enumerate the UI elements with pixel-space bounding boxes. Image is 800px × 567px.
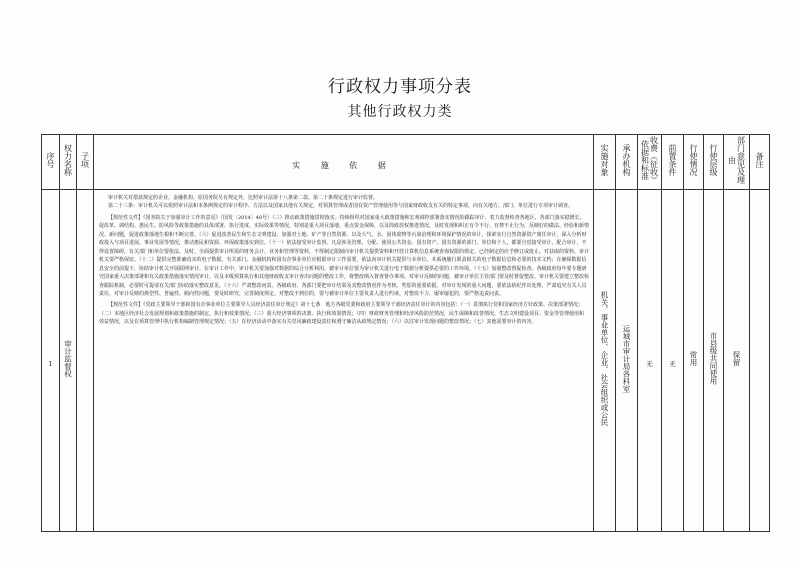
header-seq: 序号: [42, 135, 60, 190]
header-level: 行使层级: [704, 135, 724, 190]
cell-basis: [94, 190, 594, 532]
cell-precondition: 无: [662, 190, 684, 532]
document-title: 行政权力事项分表: [328, 77, 472, 97]
cell-opinion: 保留: [724, 190, 750, 532]
header-agency: 承办机构: [616, 135, 638, 190]
header-sub-item: 子项: [77, 135, 94, 190]
power-items-table: [41, 134, 770, 532]
header-remark: 备注: [750, 135, 770, 190]
basis-paragraph: 审计机关对借款规定的企业、金融机构、原国务院另有规定外，比照审计法第十八条第二款、第二十条规定进行审计监督。: [108, 195, 379, 201]
header-target: 实施对象: [594, 135, 616, 190]
table-row: [42, 190, 770, 532]
cell-situation: 常用: [684, 190, 704, 532]
cell-seq: 1: [42, 190, 60, 532]
cell-level: 市县级共同使用: [704, 190, 724, 532]
cell-power-name: 审计监督权: [60, 190, 77, 532]
header-power-name: 权力名称: [60, 135, 77, 190]
header-opinion: 部门意见及理由: [724, 135, 750, 190]
basis-paragraph: 【规范性文件】《国务院关于加强审计工作的意见》（国发〔2014〕48号）（三）推动政策措施贯彻落实。持续组织对国家重大政策措施和宏观调控部署落实情况的跟踪审计，着力监督检查各地区、各部门落实稳增长、促改革、调结构、惠民生、防风险等政策措施的具体部署、执行进度、实际效果等情况，特别是重大项目落地、重点资金保障，以及简政放权推进情况，及时发现和纠正有令不行、有禁不止行为，反映好的做法、经验和新情况、新问题，促进政策落地生根和不断完善。（六）促进改善民生和生态文明建设。加强对土地、矿产等自然资源，以及大气、水、固体废物等污染治理和环境保护情况的审计，探索实行自然资源资产离任审计，深入分析财政投入与项目进展、事业发展等情况，推动惠民和资源、环保政策落实到位。（十一）依法接受审计监督。凡是涉及管理、分配、使用公共资金、国有资产、国有资源的部门、单位和个人，都要自觉接受审计、配合审计，不得设置障碍。有关部门和单位要依法、及时、全面提供审计所需的财务会计、业务和管理等资料，不得制定限制向审计机关提供资料和开放计算机信息系统查询权限的规定。已经制定的应予修订或废止。对获取的资料，审计机关要严格保密。（十二）提供完整准确真实的电子数据。有关部门、金融机构和国有企事业单位应根据审计工作需要，依法向审计机关提供与本单位、本系统履行职责相关的电子数据信息和必要的技术文档；在确保数据信息安全的前提下，协助审计机关开展联网审计。在审计工作中，审计机关要加强对数据的综合分析利用。被审计单位要为审计机关进行电子数据分析提供必要的工作环境。（十五）加强整改督促检查。各级政府每年要专题研究国家重大决策部署和有关政策措施落实情况审计，以及本级预算执行和其他财政收支审计查出问题的整改工作，将整改纳入督查督办事项。对审计反映的问题，被审计单位主管部门要及时督促整改。审计机关要建立整改检查跟踪机制，必要时可提请有关部门协助落实整改意见。（十六）严肃整改问责。各级政府、各部门要把审计结果及其整改情况作为考核、奖惩的重要依据。对审计发现的重大问题，要依法依纪作出处理，严肃追究有关人员责任。对审计反映的典型性、普遍性、倾向性问题，要及时研究，完善制度规定。对整改不到位的，要与被审计单位主要负责人进行约谈。对整改不力、屡审屡犯的，要严格追责问责。: [99, 214, 590, 297]
cell-fee: 无: [638, 190, 662, 532]
basis-paragraph: 第二十三条：审计机关可以依照审计法和本条例规定的审计程序、方法以及国家其他有关规定，对预算管理或者国有资产管理使用等与国家财政收支有关的特定事项，向有关地方、部门、单位进行专项审计调查。: [108, 203, 574, 210]
cell-sub-item: [77, 190, 94, 532]
cell-target: 机关、事业单位、企业、社会组织或公民: [594, 190, 616, 532]
cell-agency: 运城市审计局各科室: [616, 190, 638, 532]
header-situation: 行使情况: [684, 135, 704, 190]
basis-paragraph: 【规范性文件】《党政主要领导干部和国有企事业单位主要领导人员经济责任审计规定》第十七条 地方各级党委和政府主要领导干部经济责任审计的内容包括：（一）贯彻执行党和国家经济方针政策、决策部署情况；（二）本地区经济社会发展规划和政策措施的制定、执行和效果情况；（三）重大经济事项的决策、执行和效果情况；（四）财政财务管理和经济风险防范情况，民生保障和改善情况，生态文明建设项目、资金等管理使用和效益情况，以及在预算管理中执行机构编制管理规定情况；（五）在经济活动中落实有关党风廉政建设责任和遵守廉洁从政规定情况；（六）以往审计发现问题的整改情况；（七）其他需要审计的内容。: [99, 302, 585, 326]
header-precondition: 前置条件: [662, 135, 684, 190]
header-basis: 实 施 依 据: [94, 135, 594, 190]
header-fee: 收费（征收）依据和标准: [638, 135, 662, 190]
cell-remark: [750, 190, 770, 532]
document-subtitle: 其他行政权力类: [347, 104, 453, 120]
header-row: [42, 135, 770, 190]
